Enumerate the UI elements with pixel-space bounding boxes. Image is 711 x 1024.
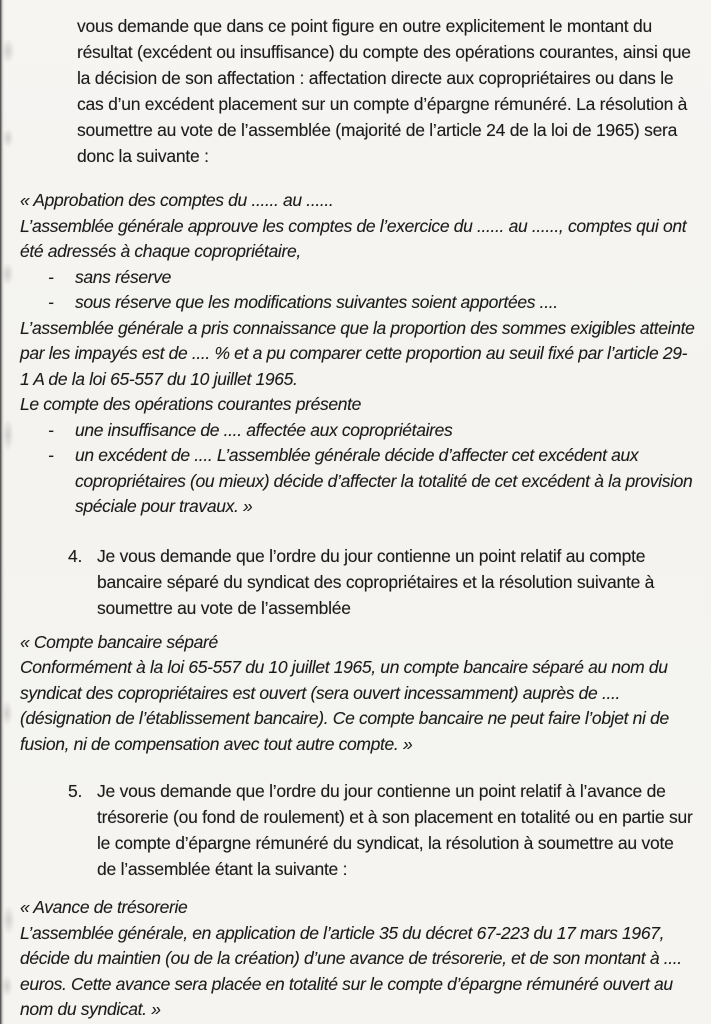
dash-bullet-marker: - <box>48 445 54 465</box>
bullet-text: un excédent de .... L’assemblée générale décide d’affecter cet excédent aux copropriétaires (ou mieux) décide d’affecter la totalité de cet excédent à la provision spéciale pour travaux. » <box>75 445 693 516</box>
quote-body: L’assemblée générale, en application de l’article 35 du décret 67-223 du 17 mars 1967, décide du maintien (ou de la création) d’une avance de trésorerie, et de son montant à .... euros. Cette avance sera placée en totalité sur le compte d’épargne rémunéré ouvert au nom du syndicat. » <box>20 922 682 1019</box>
quote-title: « Avance de trésorerie <box>20 897 188 917</box>
quote-line: L’assemblée générale approuve les comptes de l’exercice du ...... au ......, comptes qui ont été adressés à chaque copropriétaire, <box>20 215 687 261</box>
list-item <box>20 418 695 444</box>
item-number: 5. <box>68 781 83 801</box>
quote-line: Le compte des opérations courantes présente <box>20 394 362 414</box>
dash-bullet-marker: - <box>48 292 54 312</box>
list-item <box>20 265 695 291</box>
list-item <box>20 290 695 316</box>
resolution-quote-approbation-comptes <box>20 188 695 520</box>
quote-body: Conformément à la loi 65-557 du 10 juillet 1965, un compte bancaire séparé au nom du syndicat des copropriétaires est ouvert (sera ouvert incessamment) auprès de .... (désignation de l’établissement bancaire). Ce compte bancaire ne peut faire l’objet ni de fusion, ni de compensation avec tout autre compte. » <box>20 657 669 754</box>
intro-paragraph: vous demande que dans ce point figure en outre explicitement le montant du résultat (excédent ou insuffisance) du compte des opérations courantes, ainsi que la décision de son affectation : affectation directe aux copropriétaires ou dans le cas d’un excédent placement sur un compte d’épargne rémunéré. La résolution à soumettre au vote de l’assemblée (majorité de l’article 24 de la loi de 1965) sera donc la suivante : <box>77 16 691 166</box>
document-content <box>20 13 695 1023</box>
bullet-text: sans réserve <box>75 266 171 287</box>
quote-title: « Approbation des comptes du ...... au ...... <box>20 190 334 210</box>
item-text: Je vous demande que l’ordre du jour contienne un point relatif à l’avance de trésorerie (ou fond de roulement) et à son placement en totalité ou en partie sur le compte d’épargne rémunéré du syndicat, la résolution à soumettre au vote de l’assemblée étant la suivante : <box>97 781 693 879</box>
item-number: 4. <box>68 545 83 566</box>
scan-edge-artifact <box>0 0 5 1024</box>
numbered-item-4 <box>68 543 695 621</box>
list-item <box>20 443 695 520</box>
dash-bullet-marker: - <box>48 419 54 440</box>
resolution-quote-avance-tresorerie <box>20 895 695 1023</box>
dash-bullet-marker: - <box>48 266 54 287</box>
bullet-text: une insuffisance de .... affectée aux copropriétaires <box>75 419 453 440</box>
resolution-quote-compte-bancaire <box>20 630 695 758</box>
quote-line: L’assemblée générale a pris connaissance que la proportion des sommes exigibles atteinte par les impayés est de .... % et a pu comparer cette proportion au seuil fixé par l’article 29-1 A de la loi 65-557 du 10 juillet 1965. <box>20 317 695 389</box>
numbered-item-5 <box>68 778 695 882</box>
quote-title: « Compte bancaire séparé <box>20 631 218 652</box>
item-text: Je vous demande que l’ordre du jour contienne un point relatif au compte bancaire séparé du syndicat des copropriétaires et la résolution suivante à soumettre au vote de l’assemblée <box>97 545 655 618</box>
bullet-text: sous réserve que les modifications suivantes soient apportées .... <box>75 292 558 312</box>
